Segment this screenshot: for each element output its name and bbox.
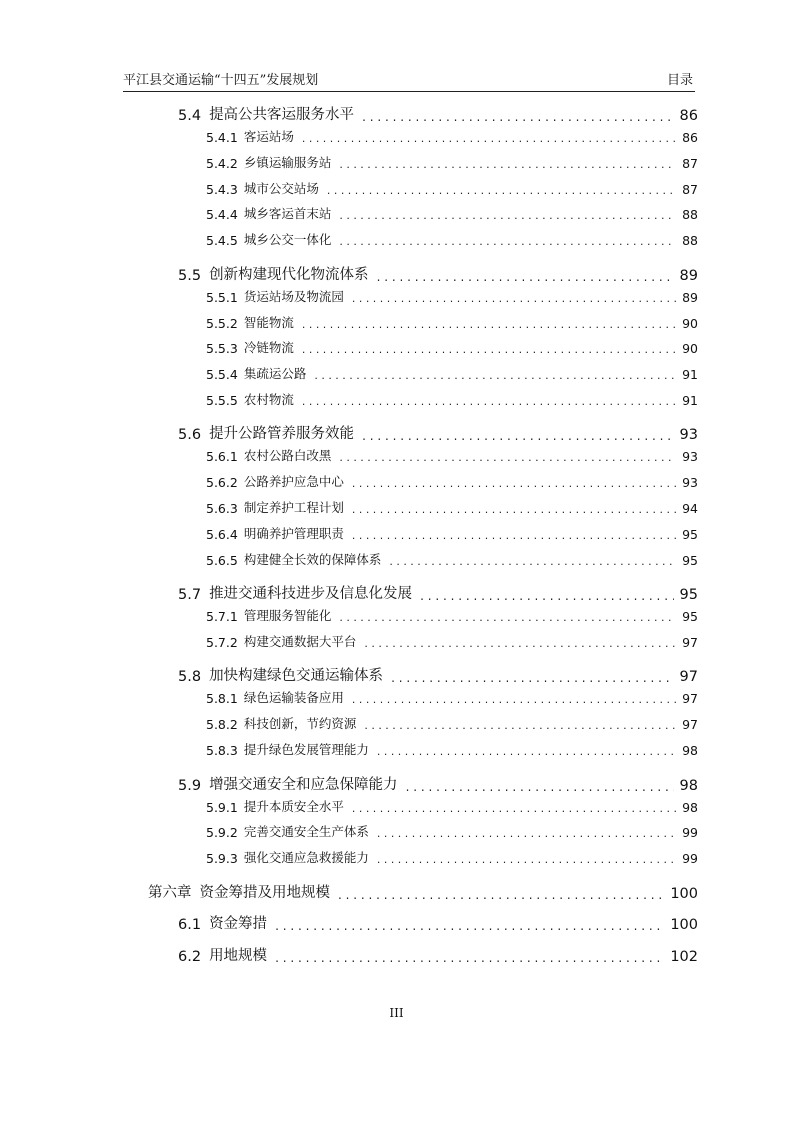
toc-entry[interactable] (206, 204, 698, 222)
toc-entry-title: 提升绿色发展管理能力 (243, 742, 369, 757)
toc-entry-title: 明确养护管理职责 (243, 525, 344, 541)
dot-leader (339, 235, 676, 248)
toc-entry-page: 97 (682, 634, 698, 650)
toc-entry-title: 科技创新，节约资源 (243, 716, 357, 732)
toc-entry-page: 91 (682, 367, 698, 383)
toc-entry[interactable] (178, 944, 698, 965)
toc-entry-number: 5.8 (178, 669, 202, 686)
dot-leader (352, 477, 676, 490)
toc-entry-title: 增强交通安全和应急保障能力 (209, 776, 398, 793)
toc-entry[interactable] (206, 848, 698, 866)
toc-entry-number: 5.4.5 (206, 233, 238, 249)
toc-entry-title: 构建交通数据大平台 (243, 633, 357, 649)
header-section-label: 目录 (666, 73, 693, 88)
toc-entry-title: 构建健全长效的保障体系 (243, 551, 382, 567)
toc-entry-number: 5.6.1 (206, 449, 238, 465)
toc-entry-number: 5.7 (178, 587, 202, 604)
toc-entry-number: 5.4 (178, 108, 202, 124)
toc-entry-page: 93 (679, 427, 698, 444)
dot-leader (302, 395, 676, 408)
toc-entry-number: 5.9.2 (206, 825, 238, 841)
dot-leader (275, 951, 664, 965)
toc-entry[interactable] (206, 472, 698, 490)
toc-entry-number: 6.2 (178, 949, 202, 965)
toc-entry-number: 5.6.5 (206, 552, 238, 568)
toc-entry-number: 5.9.3 (206, 851, 238, 867)
toc-entry-number: 5.9.1 (206, 799, 238, 815)
toc-entry-page: 97 (682, 691, 698, 707)
toc-entry[interactable] (178, 912, 698, 933)
toc-entry-number: 5.7.2 (206, 634, 238, 650)
toc-entry-page: 90 (682, 315, 698, 331)
toc-entry-title: 城市公交站场 (243, 180, 319, 196)
toc-entry-number: 5.6.2 (206, 475, 238, 491)
toc-entry[interactable] (178, 263, 698, 284)
dot-leader (362, 429, 673, 443)
dot-leader (377, 853, 676, 866)
dot-leader (352, 529, 676, 542)
toc-entry-title: 资金筹措 (209, 916, 268, 933)
toc-entry-title: 城乡客运首末站 (243, 206, 332, 222)
toc-entry-page: 95 (682, 552, 698, 568)
toc-entry-title: 提高公共客运服务水平 (209, 107, 355, 123)
toc-entry-page: 87 (682, 181, 698, 197)
toc-entry-page: 98 (682, 743, 698, 758)
toc-entry-number: 5.4.2 (206, 155, 238, 171)
toc-entry-title: 制定养护工程计划 (243, 500, 344, 515)
toc-entry-page: 98 (679, 777, 698, 794)
toc-entry-title: 冷链物流 (243, 340, 294, 356)
toc-entry-title: 农村物流 (243, 391, 294, 407)
toc-entry[interactable] (206, 550, 698, 568)
dot-leader (302, 343, 676, 356)
toc-entry-page: 93 (682, 449, 698, 465)
toc-entry-title: 用地规模 (209, 948, 268, 964)
toc-entry[interactable] (178, 103, 698, 124)
toc-entry-number: 5.8.3 (206, 743, 238, 758)
toc-entry-page: 100 (670, 917, 698, 934)
toc-entry-number: 第六章 (148, 884, 192, 901)
dot-leader (377, 827, 676, 840)
toc-entry-number: 5.8.1 (206, 691, 238, 707)
toc-entry-page: 90 (682, 341, 698, 357)
toc-entry[interactable] (206, 498, 698, 516)
toc-entry-number: 5.5.2 (206, 315, 238, 331)
toc-entry-page: 95 (682, 526, 698, 542)
toc-entry[interactable] (178, 582, 698, 603)
dot-leader (275, 919, 664, 933)
toc-entry[interactable] (206, 632, 698, 650)
dot-leader (339, 209, 676, 222)
toc-entry-page: 99 (682, 851, 698, 867)
toc-entry-title: 提升本质安全水平 (243, 798, 344, 814)
dot-leader (364, 637, 676, 650)
dot-leader (377, 270, 674, 284)
toc-entry[interactable] (206, 287, 698, 305)
dot-leader (339, 611, 676, 624)
toc-entry-page: 86 (679, 108, 698, 124)
toc-entry-title: 管理服务智能化 (243, 608, 332, 624)
dot-leader (314, 369, 676, 382)
toc-entry[interactable] (206, 179, 698, 197)
toc-entry[interactable] (206, 714, 698, 732)
toc-entry-title: 货运站场及物流园 (243, 288, 344, 304)
toc-entry-page: 88 (682, 207, 698, 223)
toc-entry-page: 102 (670, 949, 698, 965)
toc-entry-number: 5.6.4 (206, 526, 238, 542)
header-document-title: 平江县交通运输“十四五”发展规划 (123, 73, 319, 88)
toc-entry[interactable] (148, 881, 698, 902)
header-divider (123, 91, 695, 92)
dot-leader (339, 451, 676, 464)
page-number: III (389, 1006, 404, 1020)
toc-entry-title: 创新构建现代化物流体系 (209, 266, 369, 283)
dot-leader (389, 555, 676, 568)
toc-entry[interactable] (206, 797, 698, 815)
toc-entry-title: 智能物流 (243, 314, 294, 330)
toc-entry-page: 98 (682, 799, 698, 815)
toc-entry-number: 5.5.5 (206, 392, 238, 408)
toc-entry[interactable] (206, 822, 698, 840)
toc-entry-title: 乡镇运输服务站 (243, 154, 332, 170)
dot-leader (420, 589, 673, 603)
toc-entry[interactable] (178, 773, 698, 794)
toc-entry-title: 强化交通应急救援能力 (243, 850, 369, 866)
toc-entry[interactable] (206, 230, 698, 248)
toc-entry-page: 95 (682, 609, 698, 625)
dot-leader (377, 745, 676, 758)
toc-entry[interactable] (206, 313, 698, 331)
page-header (123, 66, 695, 92)
toc-entry-number: 5.7.1 (206, 609, 238, 625)
dot-leader (391, 671, 673, 685)
toc-entry-page: 88 (682, 233, 698, 249)
dot-leader (327, 184, 676, 197)
toc-entry[interactable] (206, 606, 698, 624)
toc-entry[interactable] (206, 740, 698, 758)
toc-entry-number: 5.5.1 (206, 289, 238, 305)
toc-entry-title: 提升公路管养服务效能 (209, 426, 355, 443)
toc-entry-number: 5.8.2 (206, 717, 238, 733)
toc-entry-page: 99 (682, 825, 698, 841)
toc-entry-title: 绿色运输装备应用 (243, 690, 344, 706)
toc-entry-page: 91 (682, 392, 698, 408)
toc-entry-number: 5.5 (178, 267, 202, 284)
dot-leader (352, 503, 676, 516)
dot-leader (352, 802, 676, 815)
toc-entry-title: 资金筹措及用地规模 (199, 884, 330, 901)
toc-entry[interactable] (206, 364, 698, 382)
toc-entry-page: 87 (682, 155, 698, 171)
toc-entry[interactable] (206, 338, 698, 356)
toc-entry-page: 97 (679, 669, 698, 686)
toc-entry-page: 94 (682, 501, 698, 516)
toc-entry[interactable] (206, 446, 698, 464)
dot-leader (352, 693, 676, 706)
dot-leader (364, 719, 676, 732)
toc-entry[interactable] (206, 127, 698, 145)
toc-entry[interactable] (206, 524, 698, 542)
toc-entry-title: 完善交通安全生产体系 (243, 824, 369, 840)
toc-entry-number: 5.4.3 (206, 181, 238, 197)
toc-entry-title: 农村公路白改黑 (243, 448, 332, 464)
toc-entry-page: 86 (682, 130, 698, 145)
toc-entry-page: 89 (679, 267, 698, 284)
toc-entry[interactable] (206, 390, 698, 408)
toc-entry-title: 公路养护应急中心 (243, 474, 344, 490)
toc-entry-number: 5.5.3 (206, 341, 238, 357)
toc-entry-page: 93 (682, 475, 698, 491)
toc-entry-number: 5.5.4 (206, 367, 238, 383)
dot-leader (302, 132, 676, 145)
toc-entry-page: 95 (679, 587, 698, 604)
toc-entry-number: 5.6 (178, 427, 202, 444)
toc-entry-number: 5.4.1 (206, 130, 238, 145)
dot-leader (302, 318, 676, 331)
toc-entry-title: 客运站场 (243, 129, 294, 144)
toc-entry-number: 5.9 (178, 777, 202, 794)
toc-entry-number: 5.4.4 (206, 207, 238, 223)
toc-entry-title: 推进交通科技进步及信息化发展 (209, 586, 413, 603)
toc-entry-page: 97 (682, 717, 698, 733)
toc-entry[interactable] (206, 153, 698, 171)
toc-entry[interactable] (178, 422, 698, 443)
toc-entry-number: 6.1 (178, 917, 202, 934)
toc-entry-page: 89 (682, 289, 698, 305)
toc-entry-title: 加快构建绿色交通运输体系 (209, 668, 384, 685)
toc-entry-title: 城乡公交一体化 (243, 232, 332, 248)
toc-entry[interactable] (178, 664, 698, 685)
dot-leader (339, 158, 676, 171)
toc-entry-number: 5.6.3 (206, 501, 238, 516)
dot-leader (406, 780, 674, 794)
toc-entry-page: 100 (670, 885, 698, 902)
dot-leader (352, 292, 676, 305)
toc-entry[interactable] (206, 688, 698, 706)
toc-entry-title: 集疏运公路 (243, 366, 307, 382)
dot-leader (362, 110, 673, 124)
dot-leader (338, 888, 664, 902)
